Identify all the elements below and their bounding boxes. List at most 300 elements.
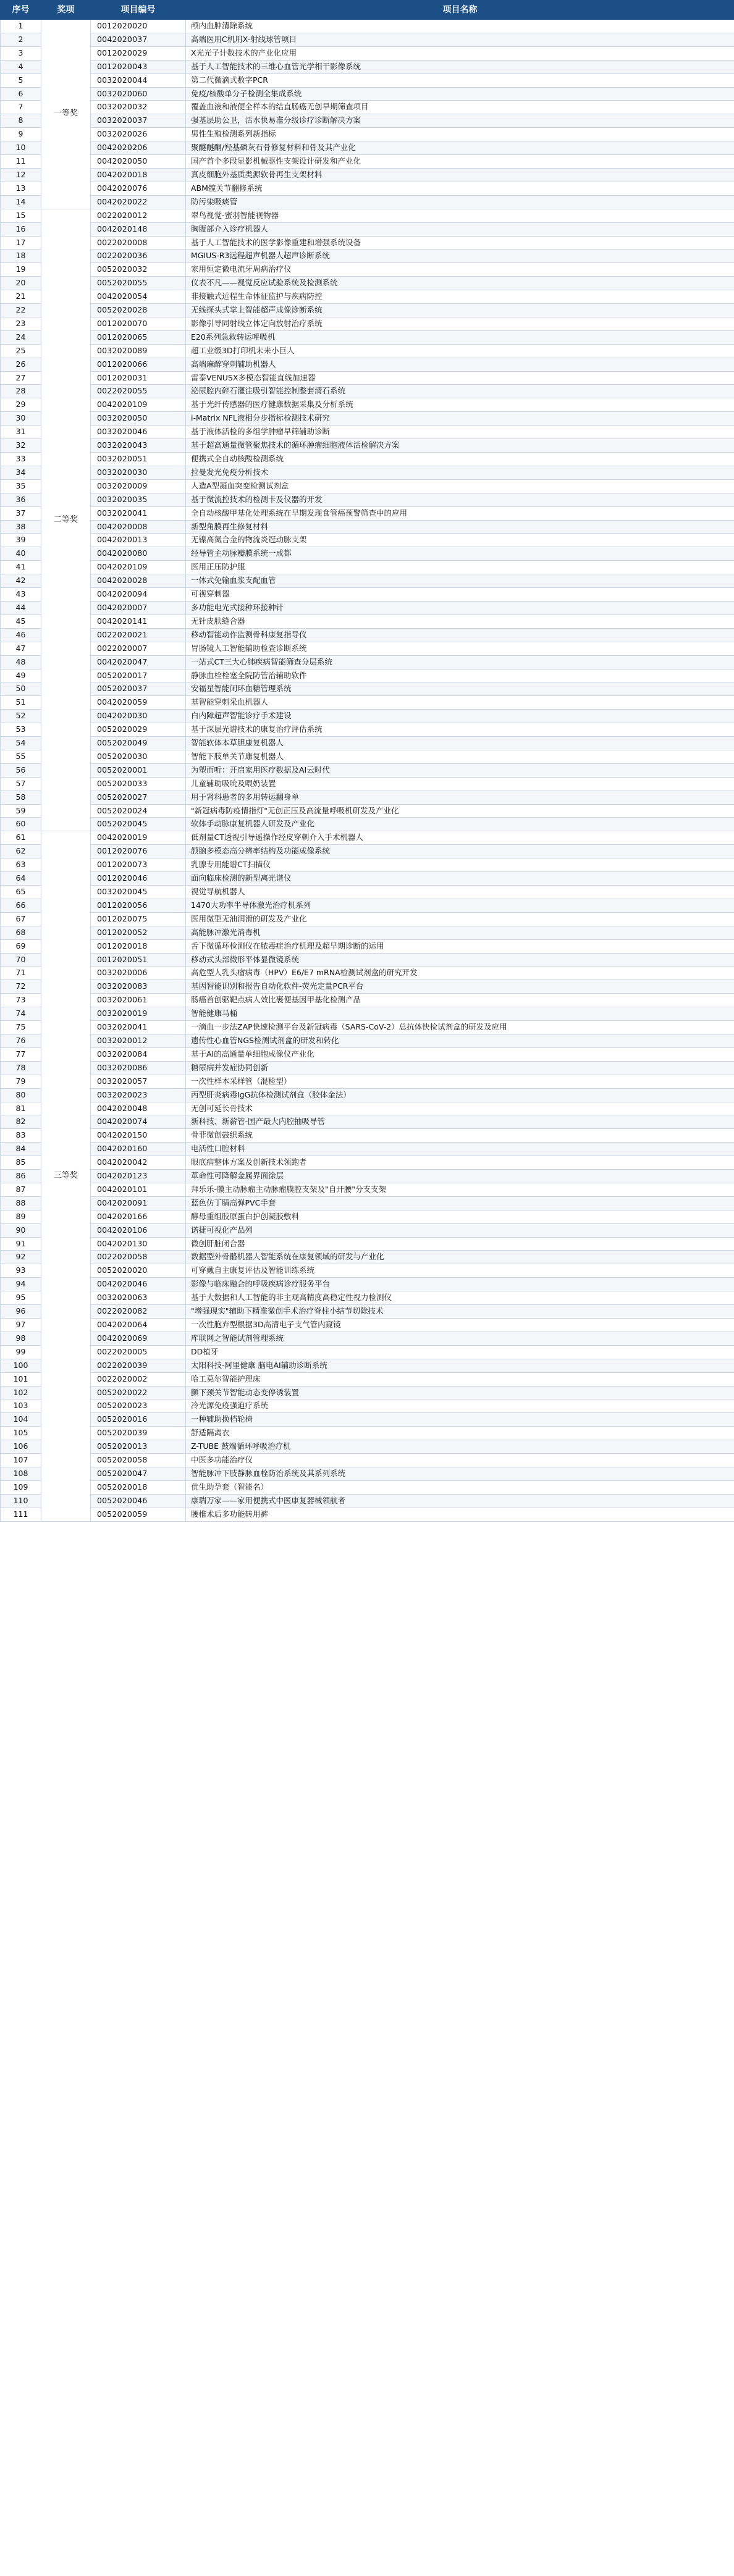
table-row (1, 358, 734, 371)
cell-no: 30 (1, 412, 41, 426)
table-row (1, 588, 734, 602)
cell-no: 13 (1, 182, 41, 195)
cell-project-code: 0042020130 (91, 1237, 186, 1251)
cell-project-code: 0032020060 (91, 87, 186, 101)
cell-project-name: 安福星智能闭环血糖管理系统 (186, 682, 734, 696)
cell-project-name: 无线探头式掌上智能超声成像诊断系统 (186, 304, 734, 317)
cell-project-name: 无镍高氮合金的物流炎冠动脉支架 (186, 534, 734, 547)
cell-project-name: 无针皮肤缝合器 (186, 615, 734, 628)
cell-no: 21 (1, 290, 41, 304)
cell-project-name: 强基层助公卫，活水快易准分级诊疗诊断解决方案 (186, 114, 734, 128)
table-row (1, 831, 734, 845)
cell-no: 9 (1, 128, 41, 141)
cell-project-code: 0042020109 (91, 561, 186, 574)
cell-no: 8 (1, 114, 41, 128)
cell-project-code: 0022020055 (91, 385, 186, 398)
cell-project-code: 0042020018 (91, 168, 186, 182)
table-row (1, 1170, 734, 1183)
cell-no: 94 (1, 1278, 41, 1291)
cell-project-code: 0052020046 (91, 1494, 186, 1508)
cell-project-name: 中医多功能治疗仪 (186, 1454, 734, 1467)
table-row (1, 87, 734, 101)
cell-project-name: 胃肠镜人工智能辅助检查诊断系统 (186, 642, 734, 655)
cell-project-code: 0032020050 (91, 412, 186, 426)
cell-project-name: 无创可延长骨技术 (186, 1102, 734, 1115)
cell-project-name: 基于液体活检的多组学肿瘤早筛辅助诊断 (186, 426, 734, 439)
cell-project-name: 智能脉冲下肢静脉血栓防治系统及其系列系统 (186, 1467, 734, 1480)
table-row (1, 723, 734, 737)
cell-project-name: 便携式全自动核酸检测系统 (186, 453, 734, 466)
cell-project-name: 眼底病整体方案及创新技术领跑者 (186, 1156, 734, 1170)
cell-project-name: 蓝色仿丁腈高弹PVC手套 (186, 1196, 734, 1210)
table-row (1, 1143, 734, 1156)
cell-project-code: 0052020018 (91, 1480, 186, 1494)
cell-project-code: 0042020123 (91, 1170, 186, 1183)
cell-no: 44 (1, 601, 41, 615)
cell-no: 42 (1, 574, 41, 588)
table-row (1, 1372, 734, 1386)
table-row (1, 1386, 734, 1399)
cell-project-name: 软体手动脉康复机器人研发及产业化 (186, 818, 734, 831)
cell-project-name: 遗传性心血管NGS检测试剂盒的研发和转化 (186, 1034, 734, 1047)
table-row (1, 304, 734, 317)
cell-no: 46 (1, 628, 41, 642)
cell-no: 12 (1, 168, 41, 182)
cell-no: 11 (1, 155, 41, 169)
cell-no: 106 (1, 1440, 41, 1454)
cell-no: 37 (1, 506, 41, 520)
cell-project-name: 糖尿病并发症协同创新 (186, 1061, 734, 1075)
cell-project-name: 全自动核酸甲基化处理系统在早期发现食管癌预警筛查中的应用 (186, 506, 734, 520)
table-row (1, 1345, 734, 1359)
table-header-row (1, 1, 734, 20)
cell-no: 75 (1, 1021, 41, 1034)
table-row (1, 1319, 734, 1332)
table-row (1, 912, 734, 926)
cell-no: 99 (1, 1345, 41, 1359)
cell-project-code: 0042020047 (91, 655, 186, 669)
cell-no: 34 (1, 466, 41, 479)
cell-project-code: 0012020056 (91, 899, 186, 912)
cell-no: 109 (1, 1480, 41, 1494)
cell-project-code: 0052020033 (91, 777, 186, 791)
cell-project-code: 0022020005 (91, 1345, 186, 1359)
cell-award-group: 三等奖 (41, 831, 91, 1521)
cell-project-code: 0052020055 (91, 277, 186, 290)
cell-project-code: 0032020046 (91, 426, 186, 439)
cell-project-code: 0042020141 (91, 615, 186, 628)
cell-no: 97 (1, 1319, 41, 1332)
cell-project-name: X光光子计数技术的产业化应用 (186, 46, 734, 60)
table-row (1, 1075, 734, 1088)
table-row (1, 953, 734, 967)
cell-no: 76 (1, 1034, 41, 1047)
cell-project-name: 儿童辅助吸吮及喂奶装置 (186, 777, 734, 791)
cell-no: 28 (1, 385, 41, 398)
cell-no: 65 (1, 886, 41, 899)
cell-no: 2 (1, 33, 41, 46)
cell-project-code: 0042020148 (91, 222, 186, 236)
table-row (1, 371, 734, 385)
table-row (1, 858, 734, 872)
cell-project-name: i-Matrix NFL液相分步指标检测技术研究 (186, 412, 734, 426)
table-row (1, 1007, 734, 1021)
cell-no: 45 (1, 615, 41, 628)
cell-no: 89 (1, 1210, 41, 1223)
table-row (1, 344, 734, 358)
cell-no: 77 (1, 1047, 41, 1061)
table-row (1, 263, 734, 277)
cell-project-code: 0032020043 (91, 439, 186, 453)
cell-project-code: 0032020009 (91, 479, 186, 493)
column-header-award: 奖项 (41, 1, 91, 20)
cell-project-code: 0032020057 (91, 1075, 186, 1088)
cell-no: 87 (1, 1183, 41, 1196)
cell-no: 51 (1, 696, 41, 710)
cell-project-name: 用于肾科患者的多用转运翻身单 (186, 791, 734, 804)
cell-no: 72 (1, 980, 41, 994)
table-row (1, 980, 734, 994)
cell-project-code: 0042020206 (91, 141, 186, 155)
cell-project-name: 仪表不凡——视觉反应试验系统及检测系统 (186, 277, 734, 290)
cell-no: 41 (1, 561, 41, 574)
cell-project-code: 0012020070 (91, 317, 186, 330)
cell-project-name: 聚醚醚酮/羟基磷灰石骨修复材料和骨及其产业化 (186, 141, 734, 155)
cell-project-name: 非接触式远程生命体征监护与疾病防控 (186, 290, 734, 304)
cell-no: 48 (1, 655, 41, 669)
cell-project-name: 数据型外骨骼机器人智能系统在康复领域的研发与产业化 (186, 1251, 734, 1264)
cell-project-name: 高端医用C机用X-射线球管项目 (186, 33, 734, 46)
cell-project-code: 0032020063 (91, 1291, 186, 1305)
table-row (1, 1237, 734, 1251)
cell-no: 32 (1, 439, 41, 453)
cell-project-name: 诺捷可视化产品列 (186, 1223, 734, 1237)
table-row (1, 1034, 734, 1047)
cell-project-name: "新冠病毒防疫情指灯"无创正压及高流量呼吸机研发及产业化 (186, 804, 734, 818)
cell-no: 26 (1, 358, 41, 371)
cell-project-code: 0022020002 (91, 1372, 186, 1386)
table-row (1, 222, 734, 236)
cell-project-code: 0042020094 (91, 588, 186, 602)
cell-no: 3 (1, 46, 41, 60)
cell-project-code: 0032020035 (91, 493, 186, 506)
cell-project-code: 0032020032 (91, 101, 186, 114)
table-row (1, 1088, 734, 1102)
cell-no: 90 (1, 1223, 41, 1237)
cell-project-name: 覆盖血液和液便全样本的结直肠癌无创早期筛查项目 (186, 101, 734, 114)
cell-no: 81 (1, 1102, 41, 1115)
cell-project-name: 一体式免输血浆支配血管 (186, 574, 734, 588)
cell-project-name: 舒适隔离衣 (186, 1427, 734, 1440)
cell-no: 82 (1, 1115, 41, 1129)
table-row (1, 60, 734, 73)
cell-project-code: 0052020024 (91, 804, 186, 818)
table-row (1, 1251, 734, 1264)
cell-no: 93 (1, 1264, 41, 1278)
cell-project-name: 康瑞万家——家用便携式中医康复器械领航者 (186, 1494, 734, 1508)
cell-project-code: 0022020058 (91, 1251, 186, 1264)
cell-project-code: 0042020019 (91, 831, 186, 845)
cell-no: 31 (1, 426, 41, 439)
cell-project-code: 0032020051 (91, 453, 186, 466)
cell-no: 107 (1, 1454, 41, 1467)
column-header-no: 序号 (1, 1, 41, 20)
cell-no: 101 (1, 1372, 41, 1386)
table-row (1, 574, 734, 588)
cell-project-code: 0052020058 (91, 1454, 186, 1467)
table-row (1, 506, 734, 520)
cell-project-name: 1470大功率半导体激光治疗机系列 (186, 899, 734, 912)
cell-project-name: 雷泰VENUSX多模态智能直线加速器 (186, 371, 734, 385)
table-row (1, 195, 734, 209)
cell-project-name: MGIUS-R3远程超声机器人超声诊断系统 (186, 250, 734, 263)
cell-no: 103 (1, 1399, 41, 1413)
cell-no: 58 (1, 791, 41, 804)
table-row (1, 1278, 734, 1291)
cell-project-name: Z-TUBE 鼓端循环呼吸治疗机 (186, 1440, 734, 1454)
cell-no: 50 (1, 682, 41, 696)
cell-project-code: 0032020037 (91, 114, 186, 128)
cell-project-name: 可穿戴自主康复评估及智能训练系统 (186, 1264, 734, 1278)
cell-project-name: 基智能穿刺采血机器人 (186, 696, 734, 710)
cell-no: 4 (1, 60, 41, 73)
table-row (1, 642, 734, 655)
cell-project-name: 冷光源免疫强迫疗系统 (186, 1399, 734, 1413)
table-row (1, 1359, 734, 1372)
table-row (1, 710, 734, 723)
cell-no: 38 (1, 520, 41, 534)
cell-project-code: 0032020041 (91, 506, 186, 520)
cell-no: 47 (1, 642, 41, 655)
cell-project-code: 0012020018 (91, 939, 186, 953)
cell-project-code: 0042020008 (91, 520, 186, 534)
cell-project-code: 0042020106 (91, 1223, 186, 1237)
table-row (1, 426, 734, 439)
cell-project-name: 丙型肝炎病毒IgG抗体检测试剂盒（胶体金法） (186, 1088, 734, 1102)
cell-no: 61 (1, 831, 41, 845)
table-row (1, 899, 734, 912)
table-row (1, 1480, 734, 1494)
cell-project-name: 拉曼发光免疫分析技术 (186, 466, 734, 479)
cell-project-name: 低剂量CT透视引导遥操作经皮穿刺介入手术机器人 (186, 831, 734, 845)
cell-project-code: 0022020021 (91, 628, 186, 642)
table-row (1, 615, 734, 628)
cell-no: 78 (1, 1061, 41, 1075)
cell-project-code: 0032020083 (91, 980, 186, 994)
cell-project-code: 0042020048 (91, 1102, 186, 1115)
cell-no: 63 (1, 858, 41, 872)
table-row (1, 872, 734, 886)
cell-project-name: 免疫/核酸单分子检测全集成系统 (186, 87, 734, 101)
table-row (1, 845, 734, 858)
cell-project-code: 0012020029 (91, 46, 186, 60)
table-row (1, 1440, 734, 1454)
cell-project-name: 一次性样本采样管（混检型） (186, 1075, 734, 1088)
cell-no: 67 (1, 912, 41, 926)
table-row (1, 141, 734, 155)
cell-no: 96 (1, 1305, 41, 1319)
cell-no: 40 (1, 547, 41, 561)
table-row (1, 73, 734, 87)
cell-project-code: 0012020043 (91, 60, 186, 73)
cell-project-name: 高端麻醉穿刺辅助机器人 (186, 358, 734, 371)
cell-award-group: 二等奖 (41, 209, 91, 831)
cell-project-code: 0052020022 (91, 1386, 186, 1399)
cell-project-code: 0032020089 (91, 344, 186, 358)
table-row (1, 1196, 734, 1210)
table-row (1, 791, 734, 804)
table-row (1, 250, 734, 263)
cell-no: 79 (1, 1075, 41, 1088)
cell-project-name: 医用微型无油润滑的研发及产业化 (186, 912, 734, 926)
cell-project-code: 0022020039 (91, 1359, 186, 1372)
table-row (1, 696, 734, 710)
table-row (1, 1102, 734, 1115)
cell-project-code: 0042020059 (91, 696, 186, 710)
cell-project-code: 0012020052 (91, 926, 186, 939)
cell-project-name: 翠鸟视觉-蜜羽智能视物器 (186, 209, 734, 222)
cell-project-name: 基于AI的高通量单细胞成像仪产业化 (186, 1047, 734, 1061)
cell-project-name: 泌尿腔内碎石灌注吸引智能控制整套清石系统 (186, 385, 734, 398)
cell-award-group: 一等奖 (41, 20, 91, 209)
cell-project-name: 酵母重组胶原蛋白护创凝胶敷料 (186, 1210, 734, 1223)
cell-no: 59 (1, 804, 41, 818)
cell-project-code: 0012020065 (91, 330, 186, 344)
table-header (1, 1, 734, 20)
cell-project-code: 0022020012 (91, 209, 186, 222)
cell-no: 6 (1, 87, 41, 101)
cell-project-name: 舌下微循环检测仪在脓毒症治疗机理及超早期诊断的运用 (186, 939, 734, 953)
cell-project-code: 0042020101 (91, 1183, 186, 1196)
cell-project-code: 0052020016 (91, 1413, 186, 1427)
table-row (1, 1210, 734, 1223)
cell-no: 84 (1, 1143, 41, 1156)
cell-project-name: 一次性胞弃型根据3D高清电子支气管内窥镜 (186, 1319, 734, 1332)
cell-project-code: 0052020023 (91, 1399, 186, 1413)
cell-no: 54 (1, 737, 41, 750)
table-row (1, 1454, 734, 1467)
table-row (1, 994, 734, 1007)
cell-project-code: 0022020008 (91, 236, 186, 250)
table-row (1, 155, 734, 169)
cell-no: 19 (1, 263, 41, 277)
table-row (1, 1129, 734, 1143)
cell-project-name: 一站式CT三大心肺疾病智能筛查分层系统 (186, 655, 734, 669)
cell-project-code: 0032020084 (91, 1047, 186, 1061)
cell-project-name: 移动智能动作监测骨科康复指导仪 (186, 628, 734, 642)
cell-project-name: 影像引导同射线立体定向放射治疗系统 (186, 317, 734, 330)
cell-project-name: 腰椎术后多功能转用裤 (186, 1508, 734, 1521)
cell-project-code: 0022020007 (91, 642, 186, 655)
cell-no: 22 (1, 304, 41, 317)
table-row (1, 1508, 734, 1521)
cell-no: 60 (1, 818, 41, 831)
cell-project-name: 革命性可降解金属界面涂层 (186, 1170, 734, 1183)
table-row (1, 1021, 734, 1034)
cell-project-code: 0012020031 (91, 371, 186, 385)
cell-project-code: 0042020054 (91, 290, 186, 304)
table-row (1, 1413, 734, 1427)
cell-project-name: 新型角膜再生修复材料 (186, 520, 734, 534)
cell-project-code: 0012020076 (91, 845, 186, 858)
cell-no: 33 (1, 453, 41, 466)
cell-no: 105 (1, 1427, 41, 1440)
table-row (1, 493, 734, 506)
cell-no: 85 (1, 1156, 41, 1170)
table-row (1, 1223, 734, 1237)
cell-project-name: 高危型人乳头瘤病毒（HPV）E6/E7 mRNA检测试剂盒的研究开发 (186, 967, 734, 980)
cell-project-name: 面向临床检测的新型离光谱仪 (186, 872, 734, 886)
table-row (1, 466, 734, 479)
cell-project-name: 移动式头部微形平体显微镜系统 (186, 953, 734, 967)
cell-project-code: 0042020050 (91, 155, 186, 169)
cell-project-code: 0052020013 (91, 1440, 186, 1454)
cell-project-name: 多功能电光式接种环接种针 (186, 601, 734, 615)
table-row (1, 750, 734, 763)
cell-project-code: 0032020026 (91, 128, 186, 141)
cell-project-code: 0052020020 (91, 1264, 186, 1278)
cell-project-code: 0032020023 (91, 1088, 186, 1102)
cell-project-name: 影像与临床融合的呼吸疾病诊疗服务平台 (186, 1278, 734, 1291)
table-row (1, 20, 734, 33)
cell-project-name: 白内障超声智能诊疗手术建设 (186, 710, 734, 723)
cell-project-code: 0052020047 (91, 1467, 186, 1480)
cell-project-code: 0042020037 (91, 33, 186, 46)
cell-no: 25 (1, 344, 41, 358)
cell-no: 88 (1, 1196, 41, 1210)
table-row (1, 520, 734, 534)
table-row (1, 737, 734, 750)
cell-project-code: 0042020080 (91, 547, 186, 561)
cell-project-code: 0042020160 (91, 1143, 186, 1156)
cell-no: 74 (1, 1007, 41, 1021)
cell-project-code: 0012020046 (91, 872, 186, 886)
cell-no: 1 (1, 20, 41, 33)
table-row (1, 669, 734, 682)
cell-project-code: 0012020075 (91, 912, 186, 926)
cell-project-name: 智能软体本草胆康复机器人 (186, 737, 734, 750)
table-row (1, 398, 734, 412)
cell-project-name: DD植牙 (186, 1345, 734, 1359)
table-row (1, 1332, 734, 1345)
cell-project-code: 0012020073 (91, 858, 186, 872)
cell-project-code: 0052020030 (91, 750, 186, 763)
cell-no: 71 (1, 967, 41, 980)
cell-project-code: 0042020028 (91, 574, 186, 588)
column-header-name: 项目名称 (186, 1, 734, 20)
table-row (1, 561, 734, 574)
cell-project-name: 静脉血栓栓塞全院防管治辅助软件 (186, 669, 734, 682)
cell-project-name: ABM髋关节翻修系统 (186, 182, 734, 195)
cell-project-name: 微创肝脏闭合器 (186, 1237, 734, 1251)
cell-project-name: 一滴血一步法ZAP快速检测平台及新冠病毒（SARS-CoV-2）总抗体快检试剂盒的研发及应用 (186, 1021, 734, 1034)
cell-no: 7 (1, 101, 41, 114)
cell-project-code: 0052020027 (91, 791, 186, 804)
cell-no: 102 (1, 1386, 41, 1399)
cell-project-code: 0042020076 (91, 182, 186, 195)
cell-no: 83 (1, 1129, 41, 1143)
cell-project-name: 颌脑多模态高分辨率结构及功能成像系统 (186, 845, 734, 858)
cell-project-code: 0032020030 (91, 466, 186, 479)
table-row (1, 1305, 734, 1319)
cell-no: 39 (1, 534, 41, 547)
cell-project-code: 0052020059 (91, 1508, 186, 1521)
cell-no: 110 (1, 1494, 41, 1508)
table-row (1, 1264, 734, 1278)
table-row (1, 114, 734, 128)
cell-project-name: 基于微流控技术的检测卡及仪器的开发 (186, 493, 734, 506)
cell-no: 29 (1, 398, 41, 412)
